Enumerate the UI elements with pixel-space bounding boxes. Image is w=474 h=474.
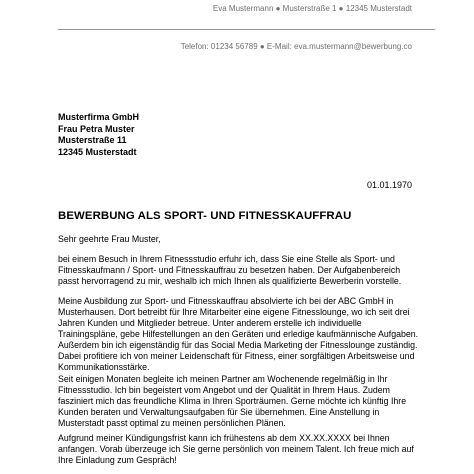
paragraph bbox=[58, 433, 438, 466]
paragraph-line: Musterstadt passt optimal zu meinen persönlichen Plänen. bbox=[58, 418, 286, 428]
header-divider bbox=[58, 29, 435, 30]
paragraph-line: Außerdem bin ich eigenständig für das Social Media Marketing der Fitnesslounge zuständig. bbox=[58, 340, 418, 350]
paragraph-line: Seit einigen Monaten begleite ich meinen Partner am Wochenende regelmäßig in Ihr bbox=[58, 374, 388, 384]
paragraph bbox=[58, 296, 438, 373]
paragraph-line: Dabei profitiere ich von meiner Leidenschaft für Fitness, einer sorgfältigen Arbeitsweise und bbox=[58, 351, 415, 361]
paragraph-line: Kunden beraten und Verwaltungsaufgaben für Sie übernehmen. Eine Anstellung in bbox=[58, 407, 380, 417]
paragraph-line: Musterhausen. Dort betreibt für Ihre Mitarbeiter eine eigene Fitnesslounge, wo ich seit drei bbox=[58, 307, 410, 317]
recipient-address bbox=[58, 112, 139, 158]
paragraph-line: Kommunikationsstärke. bbox=[58, 362, 150, 372]
recipient-city: 12345 Musterstadt bbox=[58, 146, 137, 157]
paragraph-line: Trainingspläne, gebe Hilfestellungen an den Geräten und erledige kaufmännische Aufgaben. bbox=[58, 329, 419, 339]
paragraph-line: anfangen. Vorab überzeuge ich Sie gerne persönlich von meinem Talent. Ich freue mich auf bbox=[58, 444, 414, 454]
paragraph-line: Fitnessstudio. Ich bin begeistert vom Angebot und der Qualität in Ihrem Haus. Zudem bbox=[58, 385, 391, 395]
paragraph-line: passt hervorragend zu mir, weshalb ich mich Ihnen als qualifizierte Bewerberin vorstelle. bbox=[58, 276, 402, 286]
recipient-name: Frau Petra Muster bbox=[58, 123, 135, 134]
recipient-company: Musterfirma GmbH bbox=[58, 112, 140, 122]
paragraph-line: Ihre Einladung zum Gespräch! bbox=[58, 455, 177, 465]
contact-line: Telefon: 01234 56789 ● E-Mail: eva.mustermann@bewerbung.co bbox=[180, 42, 412, 51]
salutation: Sehr geehrte Frau Muster, bbox=[58, 234, 161, 244]
paragraph-line: fasziniert mich das freundliche Klima in Ihren Sporträumen. Gerne möchte ich künftig Ihre bbox=[58, 396, 407, 406]
paragraph-line: Meine Ausbildung zur Sport- und Fitnesskauffrau absolvierte ich bei der ABC GmbH in bbox=[58, 296, 394, 306]
subject-line: BEWERBUNG ALS SPORT- UND FITNESSKAUFFRAU bbox=[58, 210, 352, 222]
paragraph-line: bei einem Besuch in Ihrem Fitnessstudio erfuhr ich, dass Sie eine Stelle als Sport- und bbox=[58, 254, 395, 264]
sender-line: Eva Mustermann ● Musterstraße 1 ● 12345 Musterstadt bbox=[212, 4, 412, 13]
recipient-street: Musterstraße 11 bbox=[58, 135, 127, 145]
paragraph bbox=[58, 374, 438, 429]
paragraph-line: Aufgrund meiner Kündigungsfrist kann ich frühestens ab dem XX.XX.XXXX bei Ihnen bbox=[58, 433, 390, 443]
paragraph-line: Fitnesskaufmann / Sport- und Fitnesskauffrau zu besetzen haben. Der Aufgabenbereich bbox=[58, 265, 401, 275]
paragraph bbox=[58, 254, 438, 287]
paragraph-line: Jahren Kunden und Mitglieder betreue. Unter anderem erstelle ich individuelle bbox=[58, 318, 362, 328]
letter-date: 01.01.1970 bbox=[366, 180, 412, 190]
